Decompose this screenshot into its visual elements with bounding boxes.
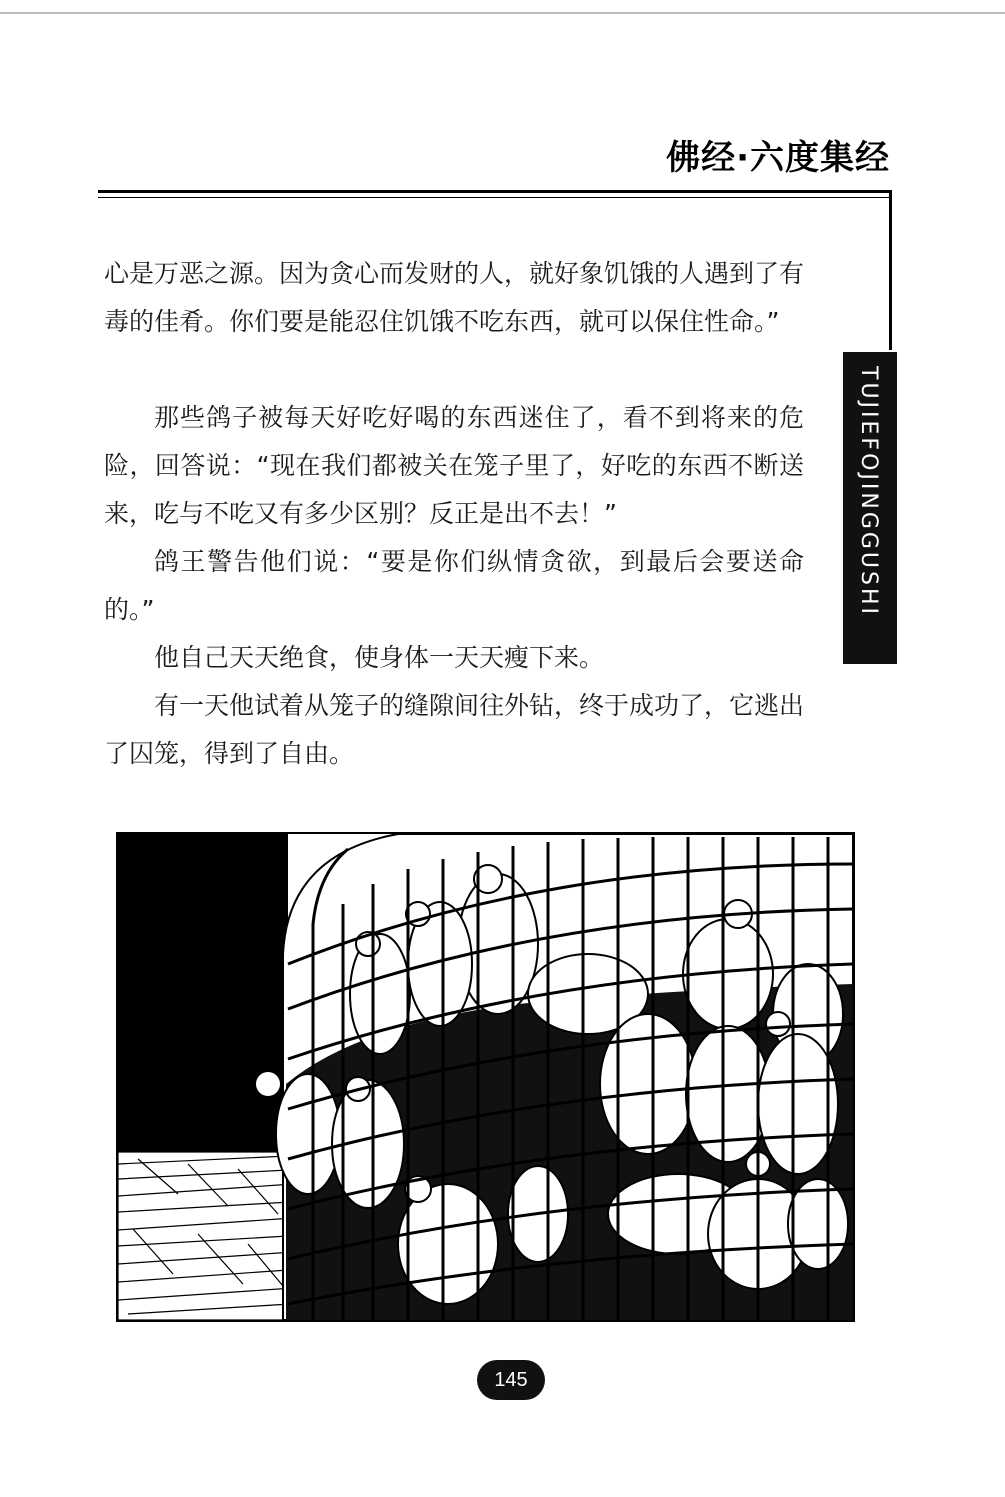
header-rule	[98, 190, 892, 193]
paragraph: 心是万恶之源。因为贪心而发财的人，就好象饥饿的人遇到了有毒的佳肴。你们要是能忍住饥饿不吃东西，就可以保住性命。”	[104, 259, 805, 336]
side-tab	[843, 352, 897, 664]
pigeon-cage-illustration	[116, 832, 855, 1322]
paragraph: 鸽王警告他们说：“要是你们纵情贪欲，到最后会要送命的。”	[104, 547, 804, 624]
dark-wall	[118, 834, 288, 1154]
page-header-title: 佛经·六度集经	[666, 138, 890, 178]
body-text	[104, 250, 804, 778]
paragraph: 那些鸽子被每天好吃好喝的东西迷住了，看不到将来的危险，回答说：“现在我们都被关在笼子里了，好吃的东西不断送来，吃与不吃又有多少区别？反正是出不去！”	[104, 403, 804, 528]
paragraph: 有一天他试着从笼子的缝隙间往外钻，终于成功了，它逃出了囚笼，得到了自由。	[104, 691, 805, 768]
cage-drawing	[118, 834, 853, 1320]
side-tab-label: TUJIEFOJINGGUSHI	[856, 366, 881, 618]
side-rule	[889, 190, 892, 350]
paragraph: 他自己天天绝食，使身体一天天瘦下来。	[154, 643, 605, 672]
page-number: 145	[477, 1360, 545, 1400]
header-rule-thin	[98, 197, 892, 198]
top-rule	[0, 12, 1005, 14]
hay-floor	[118, 1152, 298, 1320]
